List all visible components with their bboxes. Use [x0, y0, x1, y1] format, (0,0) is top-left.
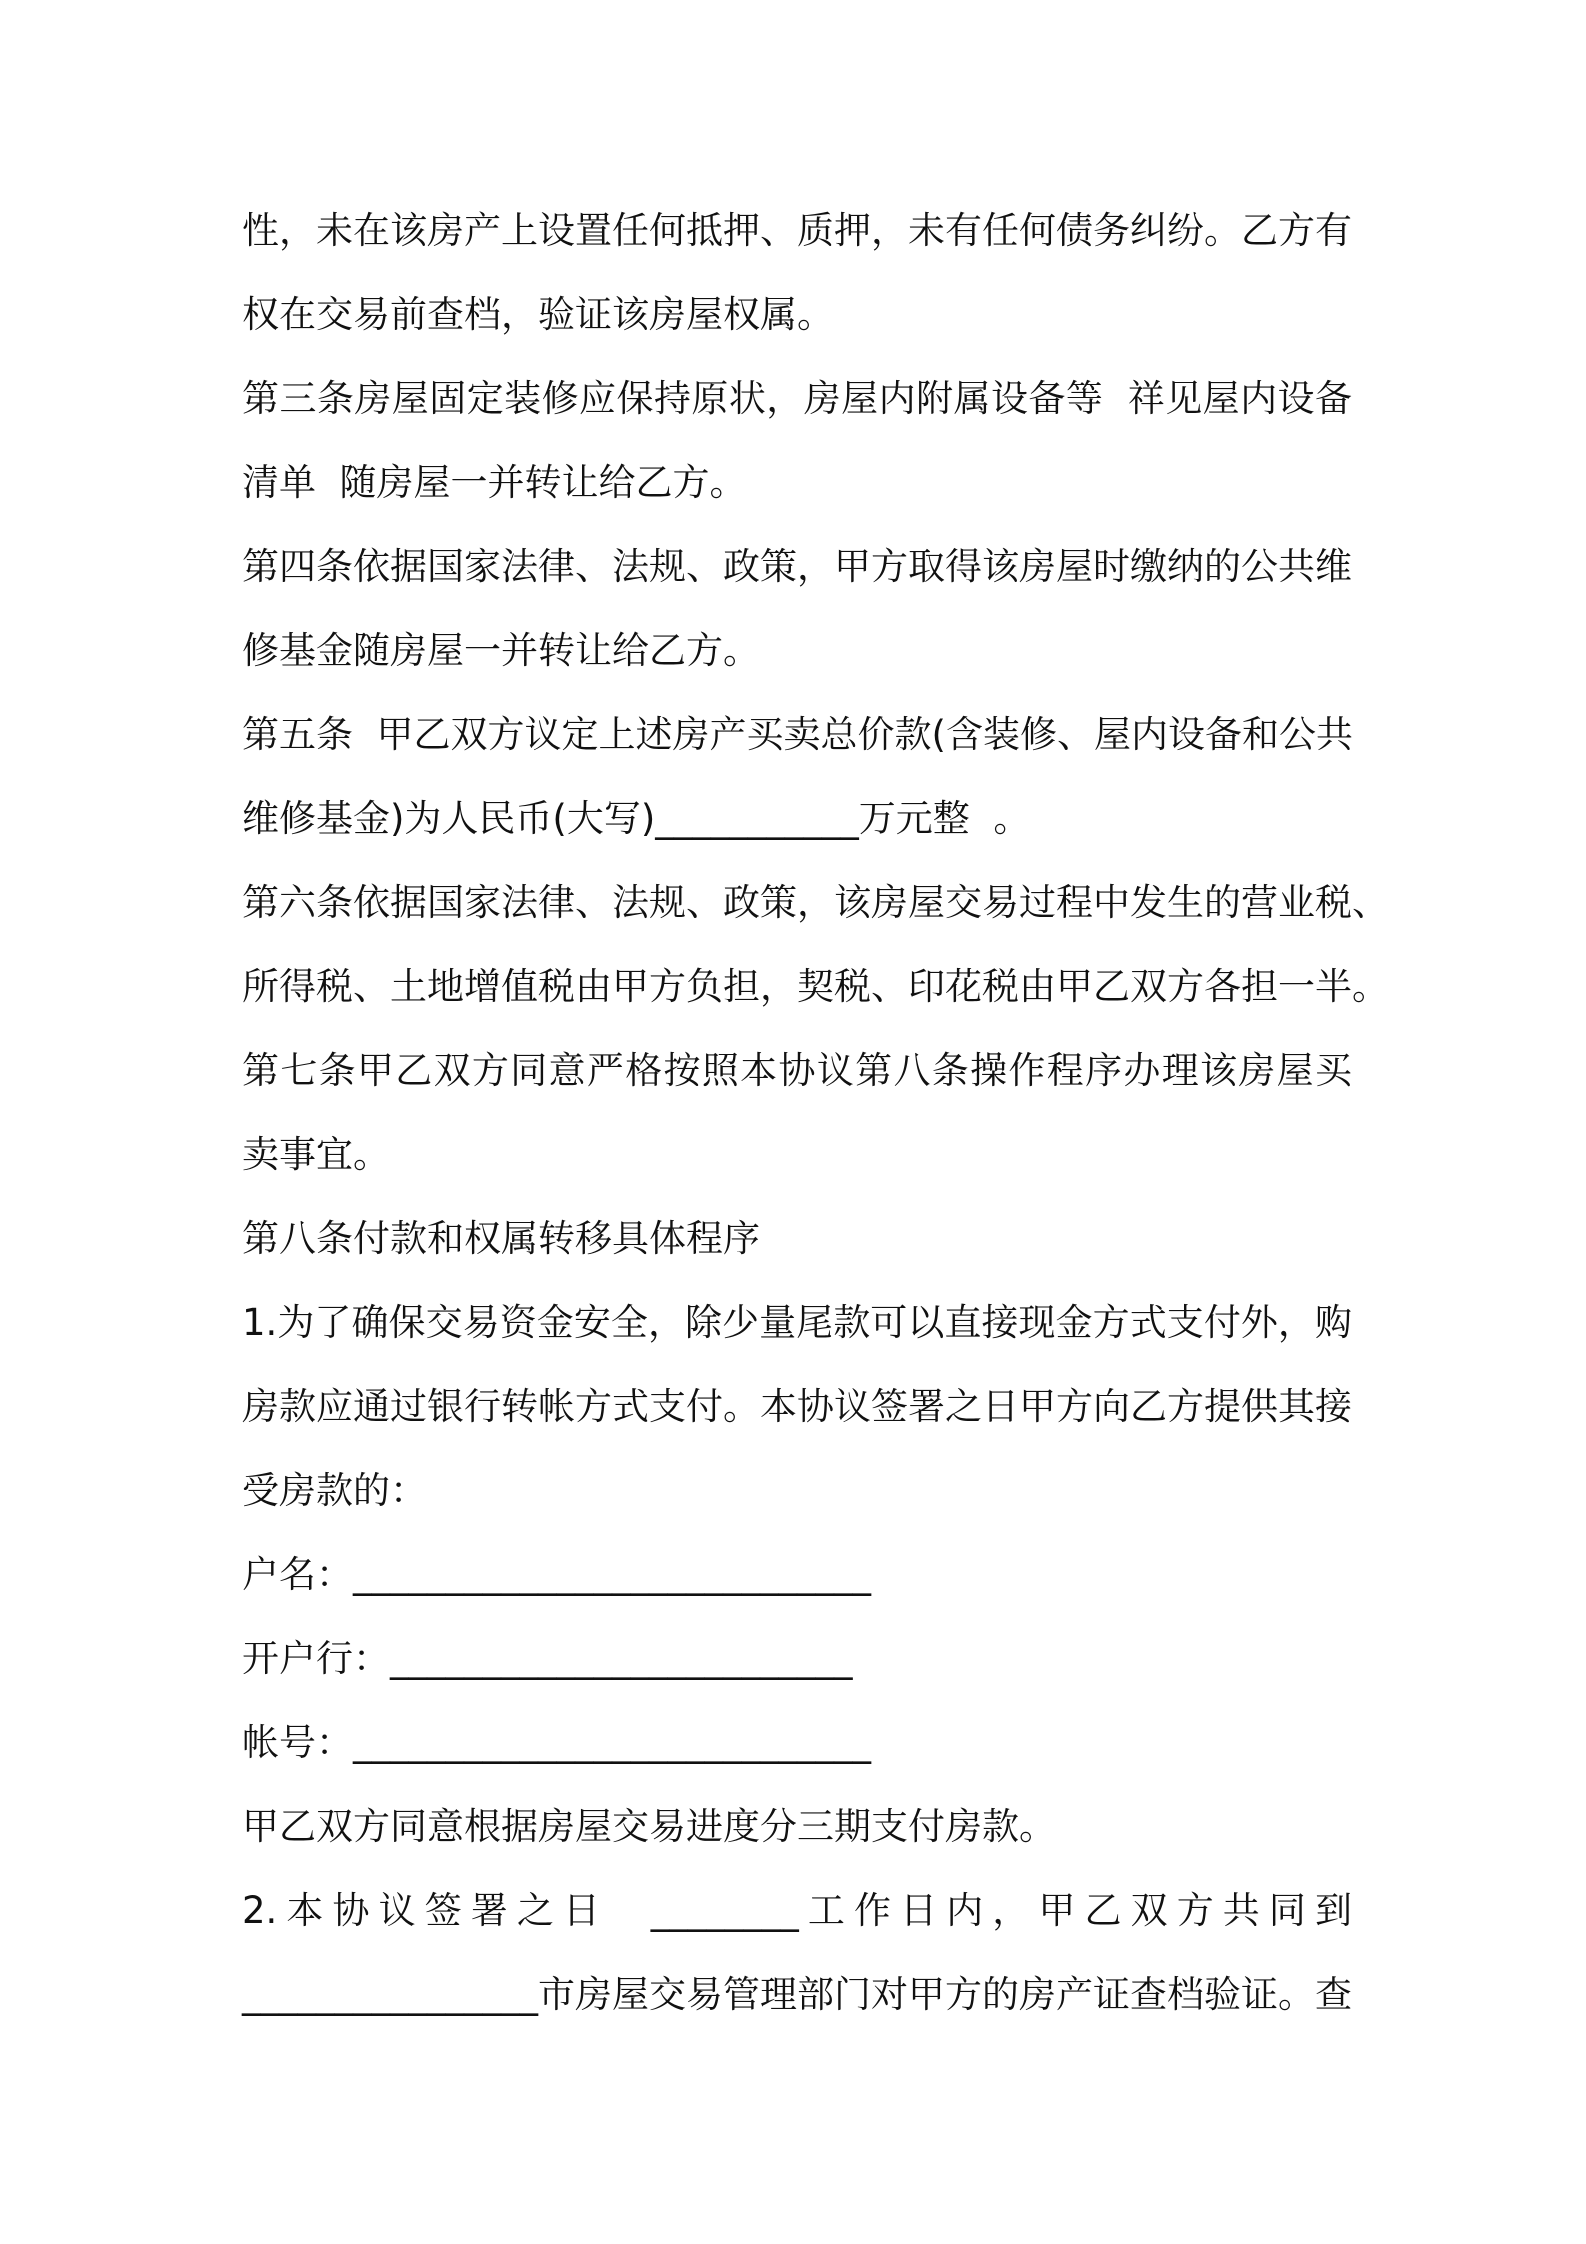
- text-line: 第三条房屋固定装修应保持原状，房屋内附属设备等 祥见屋内设备: [242, 377, 1352, 420]
- text-line: 维修基金)为人民币(大写)___________万元整 。: [242, 797, 1031, 840]
- text-line: 1.为了确保交易资金安全，除少量尾款可以直接现金方式支付外，购: [242, 1301, 1352, 1344]
- text-line: 受房款的：: [242, 1469, 427, 1512]
- text-line: 修基金随房屋一并转让给乙方。: [242, 629, 760, 672]
- account-name-field: 户名：____________________________: [242, 1553, 871, 1596]
- text-line: 权在交易前查档，验证该房屋权属。: [242, 293, 834, 336]
- text-line: 性，未在该房产上设置任何抵押、质押，未有任何债务纠纷。乙方有: [242, 209, 1352, 252]
- text-line: ________________市房屋交易管理部门对甲方的房产证查档验证。查: [242, 1973, 1352, 2016]
- text-line: 甲乙双方同意根据房屋交易进度分三期支付房款。: [242, 1805, 1056, 1848]
- text-line: 第四条依据国家法律、法规、政策，甲方取得该房屋时缴纳的公共维: [242, 545, 1352, 588]
- text-line: 第五条 甲乙双方议定上述房产买卖总价款(含装修、屋内设备和公共: [242, 713, 1353, 756]
- text-line: 第六条依据国家法律、法规、政策，该房屋交易过程中发生的营业税、: [242, 881, 1389, 924]
- account-number-field: 帐号：____________________________: [242, 1721, 871, 1764]
- text-line: 2.本协议签署之日 ________工作日内，甲乙双方共同到: [242, 1889, 1352, 1932]
- text-line: 清单 随房屋一并转让给乙方。: [242, 461, 747, 504]
- text-line: 卖事宜。: [242, 1133, 390, 1176]
- text-line: 房款应通过银行转帐方式支付。本协议签署之日甲方向乙方提供其接: [242, 1385, 1352, 1428]
- text-line: 第七条甲乙双方同意严格按照本协议第八条操作程序办理该房屋买: [242, 1049, 1352, 1092]
- section-heading: 第八条付款和权属转移具体程序: [242, 1217, 760, 1260]
- text-line: 所得税、土地增值税由甲方负担，契税、印花税由甲乙双方各担一半。: [242, 965, 1389, 1008]
- bank-name-field: 开户行：_________________________: [242, 1637, 853, 1680]
